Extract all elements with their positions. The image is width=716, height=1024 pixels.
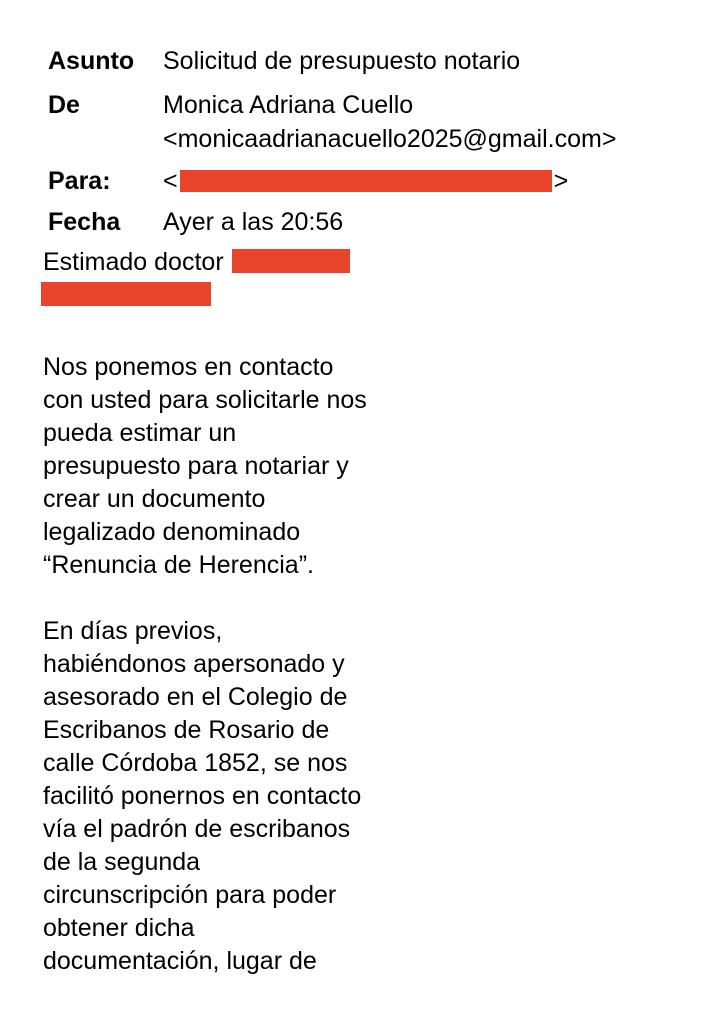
from-email[interactable]: <monicaadrianacuello2025@gmail.com>	[163, 125, 617, 153]
paragraph-line: facilitó ponernos en contacto	[43, 782, 362, 810]
paragraph-line: legalizado denominado	[43, 518, 301, 546]
to-label: Para:	[48, 167, 111, 195]
paragraph-line: pueda estimar un	[43, 419, 237, 447]
paragraph-line: presupuesto para notariar y	[43, 452, 349, 480]
paragraph-line: con usted para solicitarle nos	[43, 386, 367, 414]
redacted-doctor-surname	[232, 249, 350, 273]
paragraph-line: En días previos,	[43, 617, 223, 645]
to-row	[48, 164, 688, 205]
paragraph-line: crear un documento	[43, 485, 266, 513]
subject-value: Solicitud de presupuesto notario	[163, 47, 521, 75]
paragraph-line: obtener dicha	[43, 914, 195, 942]
from-row	[48, 88, 688, 164]
paragraph-line: Nos ponemos en contacto	[43, 353, 334, 381]
subject-label: Asunto	[48, 47, 135, 75]
redacted-recipient-email	[180, 170, 552, 192]
email-header	[48, 44, 688, 241]
from-value	[163, 88, 688, 156]
paragraph-line: calle Córdoba 1852, se nos	[43, 749, 348, 777]
paragraph-line: circunscripción para poder	[43, 881, 337, 909]
date-row	[48, 205, 688, 241]
subject-row	[48, 44, 688, 88]
redacted-doctor-name	[41, 282, 211, 306]
paragraph-1	[43, 351, 423, 582]
paragraph-line: documentación, lugar de	[43, 947, 317, 975]
paragraph-line: habiéndonos apersonado y	[43, 650, 345, 678]
paragraph-line: “Renuncia de Herencia”.	[43, 551, 314, 579]
paragraph-line: de la segunda	[43, 848, 201, 876]
from-name: Monica Adriana Cuello	[163, 91, 414, 119]
greeting-text: Estimado doctor	[43, 248, 224, 276]
paragraph-line: asesorado en el Colegio de	[43, 683, 348, 711]
paragraph-line: vía el padrón de escribanos	[43, 815, 351, 843]
date-label: Fecha	[48, 208, 121, 236]
date-value: Ayer a las 20:56	[163, 208, 344, 236]
to-close-bracket: >	[553, 167, 569, 195]
paragraph-line: Escribanos de Rosario de	[43, 716, 330, 744]
to-value	[163, 164, 688, 198]
paragraph-2	[43, 615, 423, 978]
from-label: De	[48, 91, 80, 119]
email-body	[43, 246, 423, 978]
greeting	[43, 246, 423, 279]
to-open-bracket: <	[163, 167, 178, 195]
